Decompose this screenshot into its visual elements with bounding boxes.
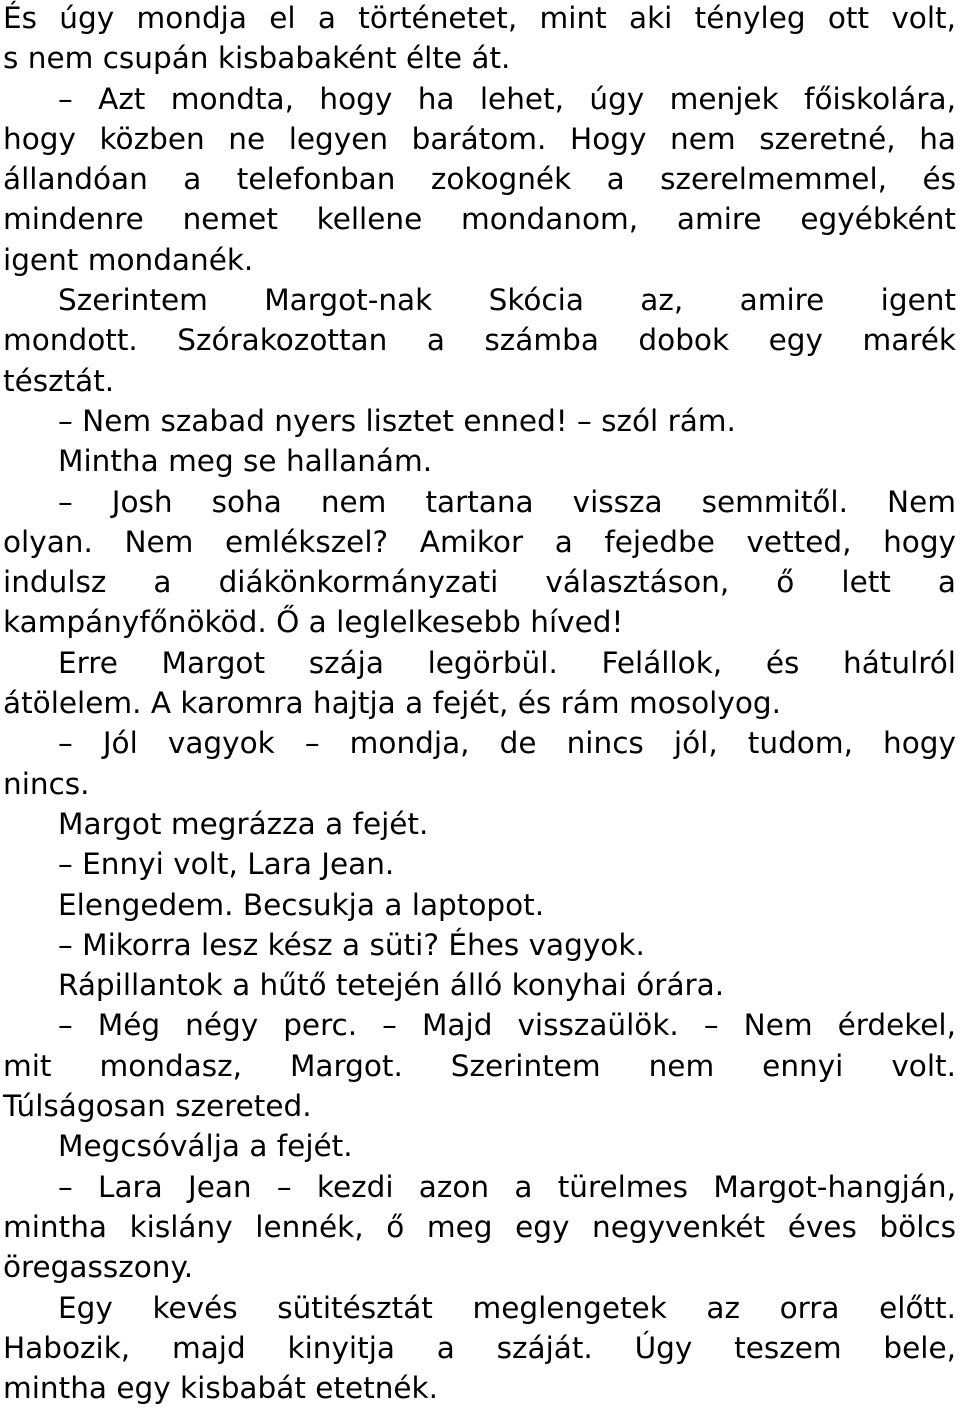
text-line: Megcsóválja a fejét. [58, 1129, 353, 1164]
text-line: – Jól vagyok – mondja, de nincs jól, tudom, hogy [58, 726, 956, 761]
text-line: átölelem. A karomra hajtja a fejét, és rám mosolyog. [3, 686, 781, 721]
text-line: igent mondanék. [3, 242, 254, 277]
text-line: tésztát. [3, 363, 115, 398]
text-line: mintha egy kisbabát etetnék. [3, 1371, 438, 1406]
text-line: mindenre nemet kellene mondanom, amire egyébként [3, 202, 956, 237]
text-line: nincs. [3, 766, 90, 801]
text-line: – Josh soha nem tartana vissza semmitől. Nem [58, 484, 956, 519]
text-line: – Még négy perc. – Majd visszaülök. – Nem érdekel, [58, 1008, 956, 1043]
text-line: Rápillantok a hűtő tetején álló konyhai órára. [58, 968, 725, 1003]
text-line: Túlságosan szereted. [3, 1089, 312, 1124]
text-line: Szerintem Margot-nak Skócia az, amire igent [58, 283, 956, 318]
text-line: Mintha meg se hallanám. [58, 444, 433, 479]
text-line: – Nem szabad nyers lisztet enned! – szól rám. [58, 403, 736, 438]
text-line: – Mikorra lesz kész a süti? Éhes vagyok. [58, 927, 645, 962]
text-line: állandóan a telefonban zokognék a szerelmemmel, és [3, 162, 956, 197]
document-page [3, 0, 956, 1408]
text-line: Elengedem. Becsukja a laptopot. [58, 887, 545, 922]
text-line: – Lara Jean – kezdi azon a türelmes Margot-hangján, [58, 1169, 956, 1204]
text-line: öregasszony. [3, 1250, 194, 1285]
text-line: Erre Margot szája legörbül. Felállok, és hátulról [58, 645, 956, 680]
text-line: s nem csupán kisbabaként élte át. [3, 41, 511, 76]
text-line: Egy kevés sütitésztát meglengetek az orra előtt. [58, 1290, 956, 1325]
text-line: mit mondasz, Margot. Szerintem nem ennyi volt. [3, 1048, 956, 1083]
text-line: Margot megrázza a fejét. [58, 806, 429, 841]
text-line: mondott. Szórakozottan a számba dobok egy marék [3, 323, 956, 358]
text-line: hogy közben ne legyen barátom. Hogy nem szeretné, ha [3, 121, 956, 156]
text-line: indulsz a diákönkormányzati választáson, ő lett a [3, 565, 956, 600]
text-line: Habozik, majd kinyitja a száját. Úgy teszem bele, [3, 1330, 956, 1365]
text-line: És úgy mondja el a történetet, mint aki tényleg ott volt, [3, 1, 956, 35]
text-line: olyan. Nem emlékszel? Amikor a fejedbe vetted, hogy [3, 524, 956, 559]
text-line: mintha kislány lennék, ő meg egy negyvenkét éves bölcs [3, 1209, 956, 1244]
text-line: – Ennyi volt, Lara Jean. [58, 847, 395, 882]
text-line: kampányfőnököd. Ő a leglelkesebb híved! [3, 605, 624, 640]
text-line: – Azt mondta, hogy ha lehet, úgy menjek főiskolára, [58, 81, 956, 116]
